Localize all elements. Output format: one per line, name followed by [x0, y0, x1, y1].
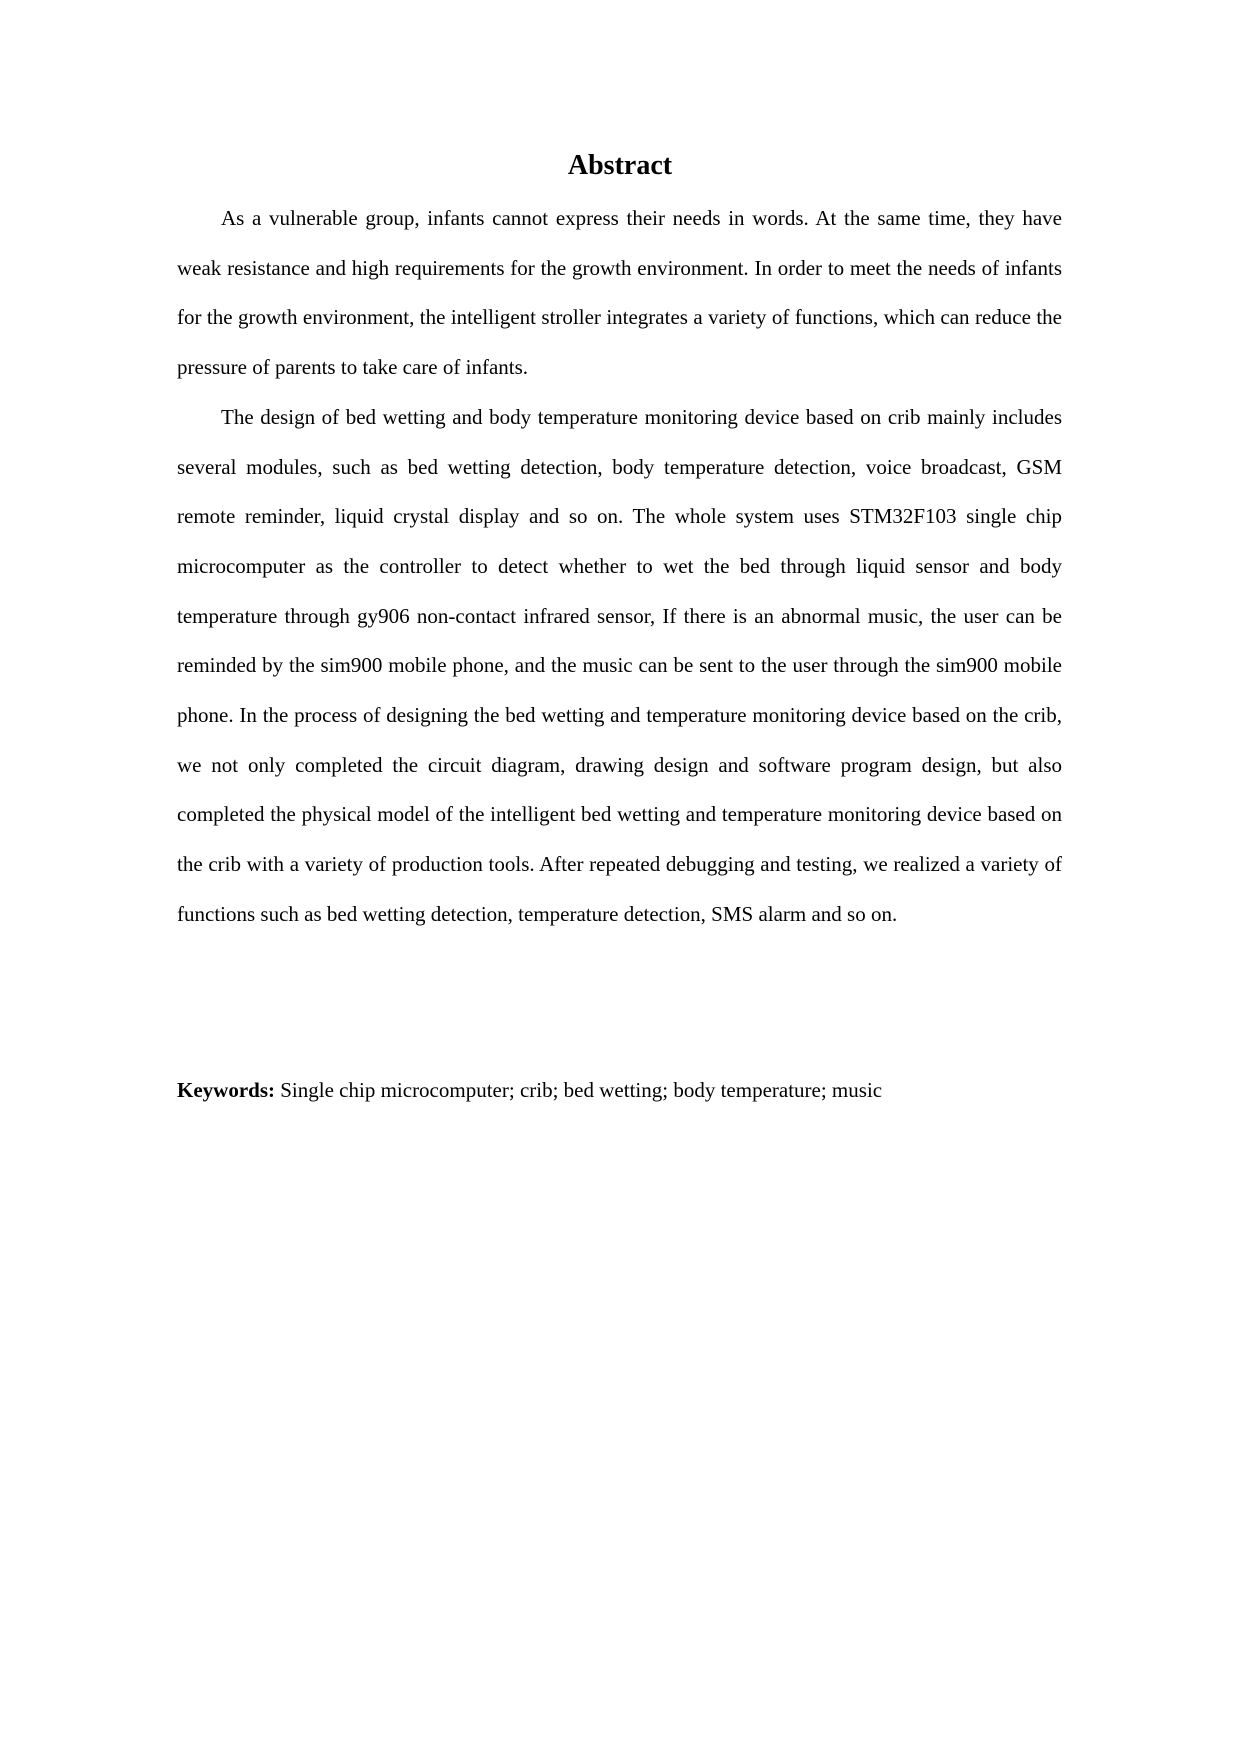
abstract-paragraph-2: The design of bed wetting and body temperature monitoring device based on crib mainly includes several modules, such as bed wetting detection, body temperature detection, voice broadcast, GSM remote reminder, liquid crystal display and so on. The whole system uses STM32F103 single chip microcomputer as the controller to detect whether to wet the bed through liquid sensor and body temperature through gy906 non-contact infrared sensor, If there is an abnormal music, the user can be reminded by the sim900 mobile phone, and the music can be sent to the user through the sim900 mobile phone. In the process of designing the bed wetting and temperature monitoring device based on the crib, we not only completed the circuit diagram, drawing design and software program design, but also completed the physical model of the intelligent bed wetting and temperature monitoring device based on the crib with a variety of production tools. After repeated debugging and testing, we realized a variety of functions such as bed wetting detection, temperature detection, SMS alarm and so on.: [177, 404, 1062, 926]
keywords-line: [177, 1073, 1062, 1107]
keywords-label: Keywords:: [177, 1078, 275, 1102]
abstract-paragraph-1: As a vulnerable group, infants cannot express their needs in words. At the same time, they have weak resistance and high requirements for the growth environment. In order to meet the needs of infants for the growth environment, the intelligent stroller integrates a variety of functions, which can reduce the pressure of parents to take care of infants.: [177, 206, 1062, 380]
abstract-title: Abstract: [567, 150, 673, 181]
keywords-text: Single chip microcomputer; crib; bed wetting; body temperature; music: [275, 1078, 883, 1102]
abstract-body: [177, 194, 1062, 940]
